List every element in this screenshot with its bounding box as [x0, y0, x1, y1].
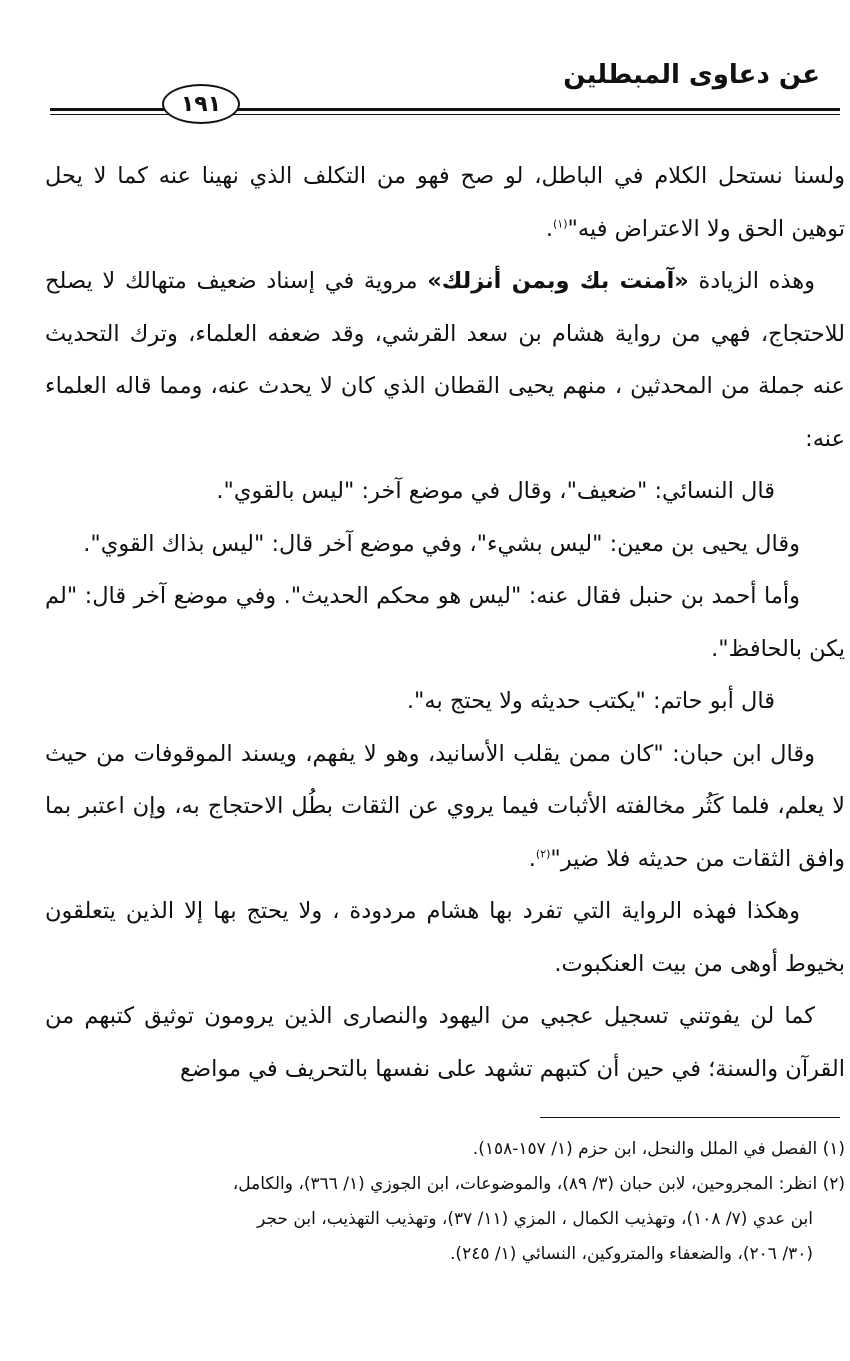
paragraph-ibn-hibban	[45, 728, 845, 886]
running-title: عن دعاوى المبطلين	[563, 60, 820, 90]
paragraph-ibn-main: وقال يحيى بن معين: "ليس بشيء"، وفي موضع آخر قال: "ليس بذاك القوي".	[83, 530, 800, 557]
paragraph-1-end: .	[545, 215, 553, 242]
paragraph-ahmad: وأما أحمد بن حنبل فقال عنه: "ليس هو محكم الحديث". وفي موضع آخر قال: "لم يكن بالحافظ".	[45, 583, 845, 662]
main-text	[45, 150, 845, 1095]
footnote-1: (١) الفصل في الملل والنحل، ابن حزم (١/ ١٥٧-١٥٨).	[472, 1139, 845, 1159]
footnote-separator	[540, 1117, 840, 1118]
paragraph-1-text: ولسنا نستحل الكلام في الباطل، لو صح فهو من التكلف الذي نهينا عنه كما لا يحل توهين الحق ولا الاعتراض فيه"	[45, 163, 845, 242]
paragraph-nasai: قال النسائي: "ضعيف"، وقال في موضع آخر: "ليس بالقوي".	[216, 478, 775, 504]
footnote-2-line-1: (٢) انظر: المجروحين، لابن حبان (٣/ ٨٩)، والموضوعات، ابن الجوزي (١/ ٣٦٦)، والكامل،	[232, 1174, 845, 1194]
paragraph-final: كما لن يفوتني تسجيل عجبي من اليهود والنصارى الذين يرومون توثيق كتبهم من القرآن والسنة؛ في حين أن كتبهم تشهد على نفسها بالتحريف في مواضع	[45, 1003, 845, 1082]
footnotes	[40, 1132, 845, 1272]
footnote-ref-2: (٢)	[535, 847, 551, 860]
footnote-2-line-2: ابن عدي (٧/ ١٠٨)، وتهذيب الكمال ، المزي (١١/ ٣٧)، وتهذيب التهذيب، ابن حجر	[257, 1209, 813, 1229]
paragraph-1	[45, 150, 845, 255]
paragraph-ibn-hibban-text: وقال ابن حبان: "كان ممن يقلب الأسانيد، وهو لا يفهم، ويسند الموقوفات من حيث لا يعلم، فلما كَثُر مخالفته الأثبات فيما يروي عن الثقات بطُل الاحتجاج به، وإن اعتبر بما وافق الثقات من حديثه فلا ضير"	[45, 740, 845, 872]
page-number: ١٩١	[180, 91, 222, 117]
quoted-addition: «آمنت بك وبمن أنزلك»	[427, 268, 689, 294]
page-number-oval	[162, 84, 240, 124]
paragraph-2-rest: مروية في إسناد ضعيف متهالك لا يصلح للاحتجاج، فهي من رواية هشام بن سعد القرشي، وقد ضعفه العلماء، وترك التحديث عنه جملة من المحدثين ، منهم يحيى القطان الذي كان لا يحدث عنه، ومما قاله العلماء عنه:	[45, 268, 845, 452]
footnote-ref-1: (١)	[552, 217, 568, 230]
paragraph-conclusion: وهكذا فهذه الرواية التي تفرد بها هشام مردودة ، ولا يحتج بها إلا الذين يتعلقون بخيوط أوهى من بيت العنكبوت.	[45, 898, 845, 977]
paragraph-abu-hatim: قال أبو حاتم: "يكتب حديثه ولا يحتج به".	[406, 688, 775, 714]
paragraph-ibn-hibban-end: .	[528, 845, 536, 872]
footnote-2-line-3: (٣٠/ ٢٠٦)، والضعفاء والمتروكين، النسائي (١/ ٢٤٥).	[450, 1244, 813, 1264]
paragraph-2	[45, 255, 845, 465]
paragraph-2-lead: وهذه الزيادة	[688, 268, 815, 294]
